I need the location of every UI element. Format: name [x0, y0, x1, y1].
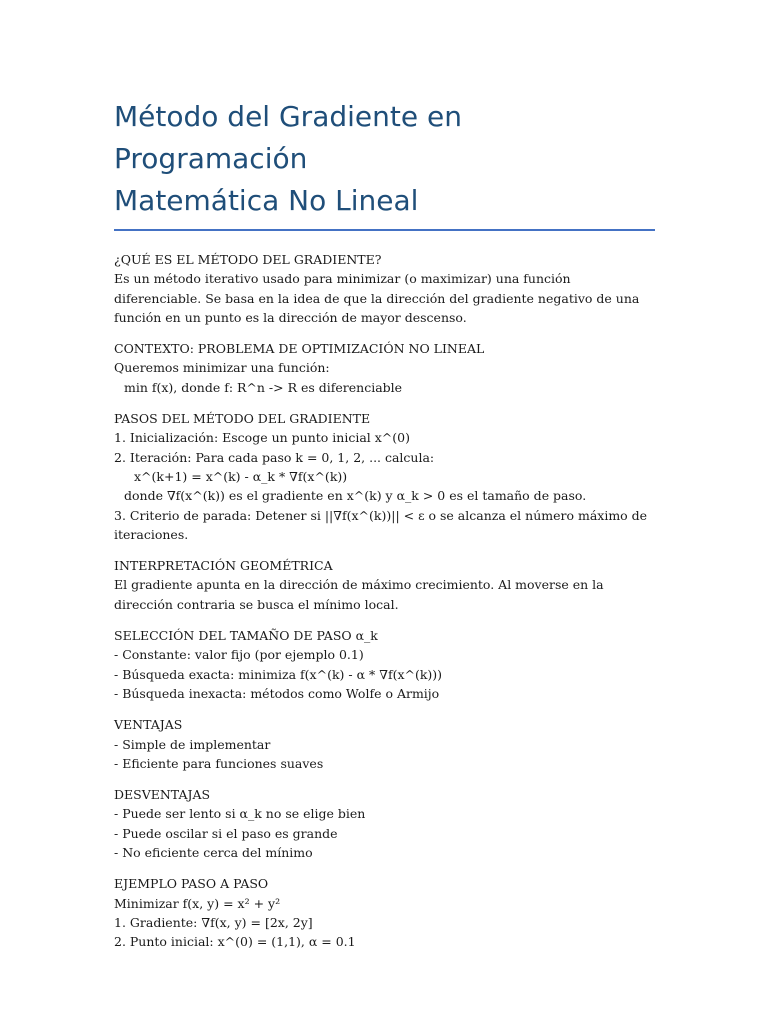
title-divider: [114, 229, 655, 231]
section-heading: CONTEXTO: PROBLEMA DE OPTIMIZACIÓN NO LINEAL: [114, 341, 485, 357]
list-item: - Búsqueda inexacta: métodos como Wolfe o Armijo: [114, 685, 440, 701]
list-item: - Simple de implementar: [114, 736, 271, 752]
step-line: 2. Iteración: Para cada paso k = 0, 1, 2, ... calcula:: [114, 449, 435, 465]
section-que-es: [114, 250, 655, 327]
list-item: - Puede oscilar si el paso es grande: [114, 825, 338, 841]
list-item: - No eficiente cerca del mínimo: [114, 845, 313, 861]
example-line: 1. Gradiente: ∇f(x, y) = [2x, 2y]: [114, 914, 313, 930]
document-title: [114, 96, 655, 222]
step-line: 3. Criterio de parada: Detener si ||∇f(x^(k))|| < ε o se alcanza el número máximo de iteraciones.: [114, 507, 652, 542]
section-heading: VENTAJAS: [114, 717, 183, 733]
section-tamano-paso: [114, 626, 655, 703]
section-ventajas: [114, 715, 655, 773]
section-desventajas: [114, 785, 655, 862]
section-heading: PASOS DEL MÉTODO DEL GRADIENTE: [114, 411, 371, 427]
list-item: - Puede ser lento si α_k no se elige bien: [114, 806, 366, 822]
section-heading: INTERPRETACIÓN GEOMÉTRICA: [114, 558, 333, 574]
section-ejemplo: [114, 874, 655, 951]
formula-note-line: donde ∇f(x^(k)) es el gradiente en x^(k) y α_k > 0 es el tamaño de paso.: [124, 488, 587, 504]
title-line: Matemática No Lineal: [114, 184, 419, 217]
section-heading: EJEMPLO PASO A PASO: [114, 876, 269, 892]
example-line: Minimizar f(x, y) = x² + y²: [114, 895, 281, 911]
section-pasos: [114, 409, 655, 544]
section-interpretacion: [114, 556, 655, 614]
list-item: - Eficiente para funciones suaves: [114, 755, 324, 771]
list-item: - Búsqueda exacta: minimiza f(x^(k) - α * ∇f(x^(k))): [114, 666, 443, 682]
paragraph: Es un método iterativo usado para minimizar (o maximizar) una función diferenciable. Se basa en la idea de que la dirección del gradiente negativo de una función en un punto es la dirección de mayor descenso.: [114, 271, 644, 325]
step-line: 1. Inicialización: Escoge un punto inicial x^(0): [114, 430, 410, 446]
list-item: - Constante: valor fijo (por ejemplo 0.1): [114, 647, 364, 663]
paragraph: El gradiente apunta en la dirección de máximo crecimiento. Al moverse en la dirección contraria se busca el mínimo local.: [114, 577, 608, 612]
section-heading: ¿QUÉ ES EL MÉTODO DEL GRADIENTE?: [114, 252, 382, 267]
section-heading: SELECCIÓN DEL TAMAÑO DE PASO α_k: [114, 628, 378, 644]
document-body: [114, 250, 655, 952]
document-page: [114, 96, 655, 964]
section-contexto: [114, 339, 655, 397]
example-line: 2. Punto inicial: x^(0) = (1,1), α = 0.1: [114, 934, 356, 950]
formula-line: x^(k+1) = x^(k) - α_k * ∇f(x^(k)): [134, 468, 348, 484]
formula-line: min f(x), donde f: R^n -> R es diferenciable: [124, 379, 403, 395]
section-heading: DESVENTAJAS: [114, 787, 211, 803]
title-line: Método del Gradiente en Programación: [114, 100, 471, 175]
paragraph-line: Queremos minimizar una función:: [114, 360, 330, 376]
